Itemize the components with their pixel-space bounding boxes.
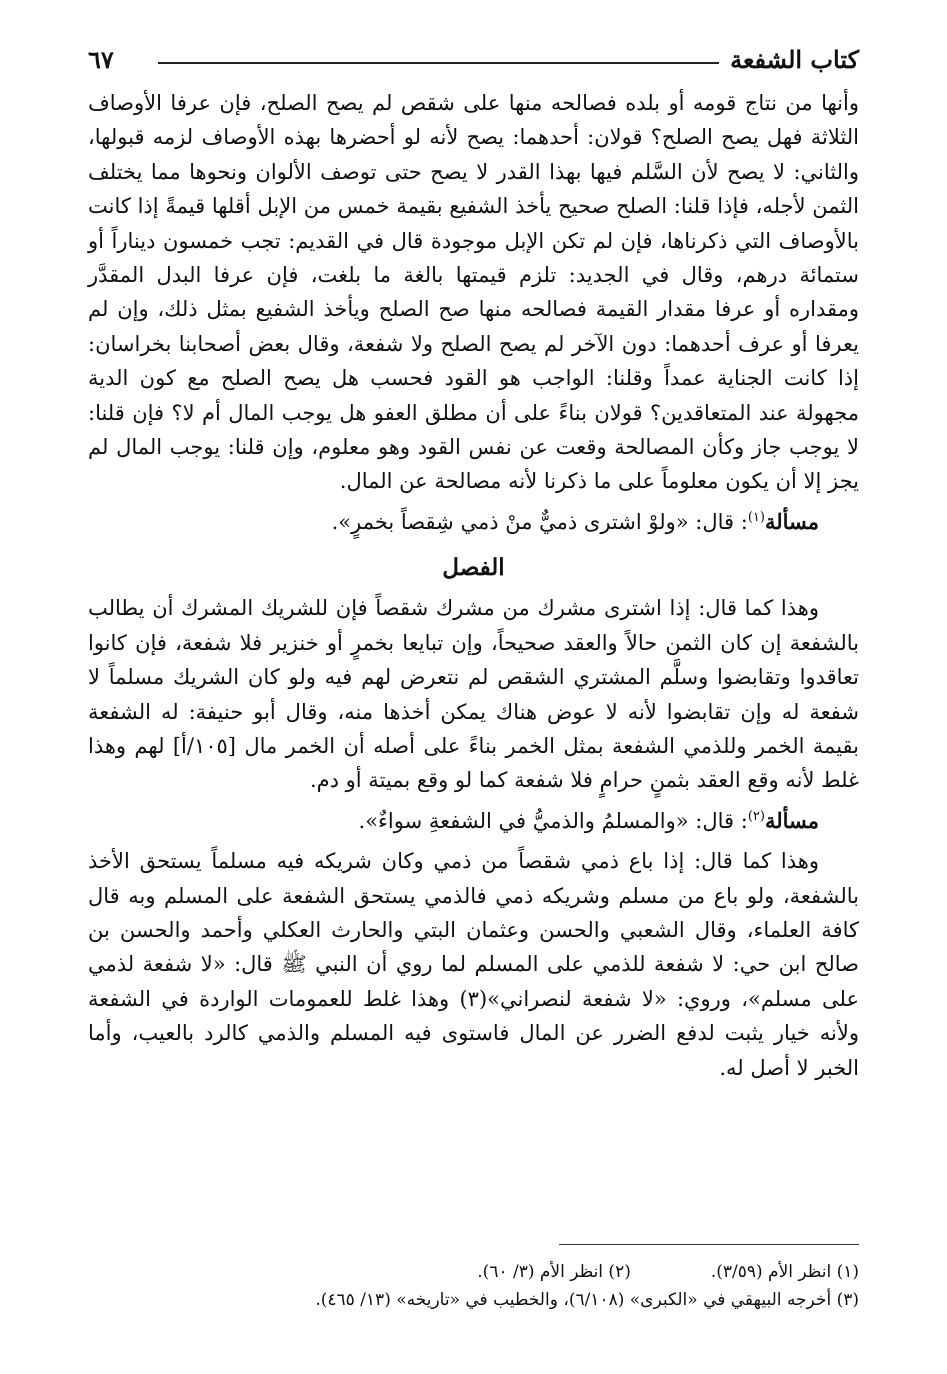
masala-label: مسألة bbox=[764, 807, 819, 833]
paragraph-1: وأنها من نتاج قومه أو بلده فصالحه منها على شقص لم يصح الصلح، فإن عرفا الأوصاف الثلاثة فهل يصح الصلح؟ قولان: أحدهما: يصح لأنه لو أحضرها بهذه الأوصاف لزمه قبولها، والثاني: لا يصح لأن السَّلم فيها بهذا القدر لا يصح حتى توصف الألوان ونحوها مما يختلف الثمن لأجله، فإذا قلنا: الصلح صحيح يأخذ الشفيع بقيمة خمس من الإبل أقلها قيمةً إذا كانت بالأوصاف التي ذكرناها، فإن لم تكن الإبل موجودة قال في القديم: تجب خمسون ديناراً أو ستمائة درهم، وقال في الجديد: تلزم قيمتها بالغة ما بلغت، فإن عرفا البدل المقدَّر ومقداره أو عرفا مقدار القيمة فصالحه منها صح الصلح ويأخذ الشفيع بمثل ذلك، وإن لم يعرفا أو عرف أحدهما: دون الآخر لم يصح الصلح ولا شفعة، وقال بعض أصحابنا بخراسان: إذا كانت الجناية عمداً وقلنا: الواجب هو القود فحسب هل يصح الصلح مع كون الدية مجهولة عند المتعاقدين؟ قولان بناءً على أن مطلق العفو هل يوجب المال أم لا؟ فإن قلنا: لا يوجب جاز وكأن المصالحة وقعت عن نفس القود وهو معلوم، وإن قلنا: يوجب المال لم يجز إلا أن يكون معلوماً على ما ذكرنا لأنه مصالحة عن المال. bbox=[88, 91, 859, 494]
main-text bbox=[88, 86, 859, 1085]
footnotes bbox=[88, 1258, 859, 1314]
book-title: كتاب الشفعة bbox=[730, 45, 859, 74]
section-heading: الفصل bbox=[442, 554, 505, 582]
footnote-row bbox=[88, 1258, 859, 1286]
masala-text: : قال: «ولوْ اشترى ذميٌّ منْ ذمي شِقصاً بخمرٍ». bbox=[331, 509, 748, 534]
footnote-ref-2: (٢) bbox=[747, 808, 765, 824]
footnote-1: (١) انظر الأم (٣/٥٩). bbox=[710, 1262, 859, 1282]
masala-2 bbox=[88, 804, 859, 838]
masala-label: مسألة bbox=[764, 508, 819, 534]
footnote-rule bbox=[559, 1244, 859, 1245]
footnote-3: (٣) أخرجه البيهقي في «الكبرى» (٦/١٠٨)، والخطيب في «تاريخه» (١٣/ ٤٦٥). bbox=[315, 1290, 859, 1310]
footnote-ref-1: (١) bbox=[747, 509, 765, 525]
paragraph-3: وهذا كما قال: إذا باع ذمي شقصاً من ذمي وكان شريكه فيه مسلماً يستحق الأخذ بالشفعة، ولو باع من مسلم وشريكه ذمي فالذمي يستحق الشفعة على المسلم وبه قال كافة العلماء، وقال الشعبي والحسن وعثمان البتي والحارث العكلي وأحمد والحسن بن صالح ابن حي: لا شفعة للذمي على المسلم لما روي أن النبي ﷺ قال: «لا شفعة لذمي على مسلم»، وروي: «لا شفعة لنصراني»(٣) وهذا غلط للعمومات الواردة في الشفعة ولأنه خيار يثبت لدفع الضرر عن المال فاستوى فيه المسلم والذمي كالرد بالعيب، وأما الخبر لا أصل له. bbox=[88, 849, 859, 1080]
page-number: ٦٧ bbox=[88, 45, 114, 74]
header-rule bbox=[158, 62, 719, 64]
paragraph-2: وهذا كما قال: إذا اشترى مشرك من مشرك شقصاً فإن للشريك المشرك أن يطالب بالشفعة إن كان الثمن حالاً والعقد صحيحاً، وإن تبايعا بخمرٍ أو خنزير فلا شفعة، فإن كانوا تعاقدوا وتقابضوا وسلَّم المشتري الشقص لم نتعرض لهم فيه ولو كان الشريك مسلماً لا شفعة له وإن تقابضوا لأنه لا عوض هناك يمكن أخذها منه، وقال أبو حنيفة: له الشفعة بقيمة الخمر وللذمي الشفعة بمثل الخمر بناءً على أصله أن الخمر مال [١٠٥/أ] لهم وهذا غلط لأنه وقع العقد بثمنٍ حرامٍ فلا شفعة كما لو وقع بميتة أو دم. bbox=[88, 596, 860, 793]
running-header bbox=[88, 40, 859, 80]
masala-1 bbox=[88, 505, 859, 539]
masala-text: : قال: «والمسلمُ والذميُّ في الشفعةِ سواءٌ». bbox=[358, 808, 748, 833]
footnote-2: (٢) انظر الأم (٣/ ٦٠). bbox=[477, 1262, 631, 1282]
